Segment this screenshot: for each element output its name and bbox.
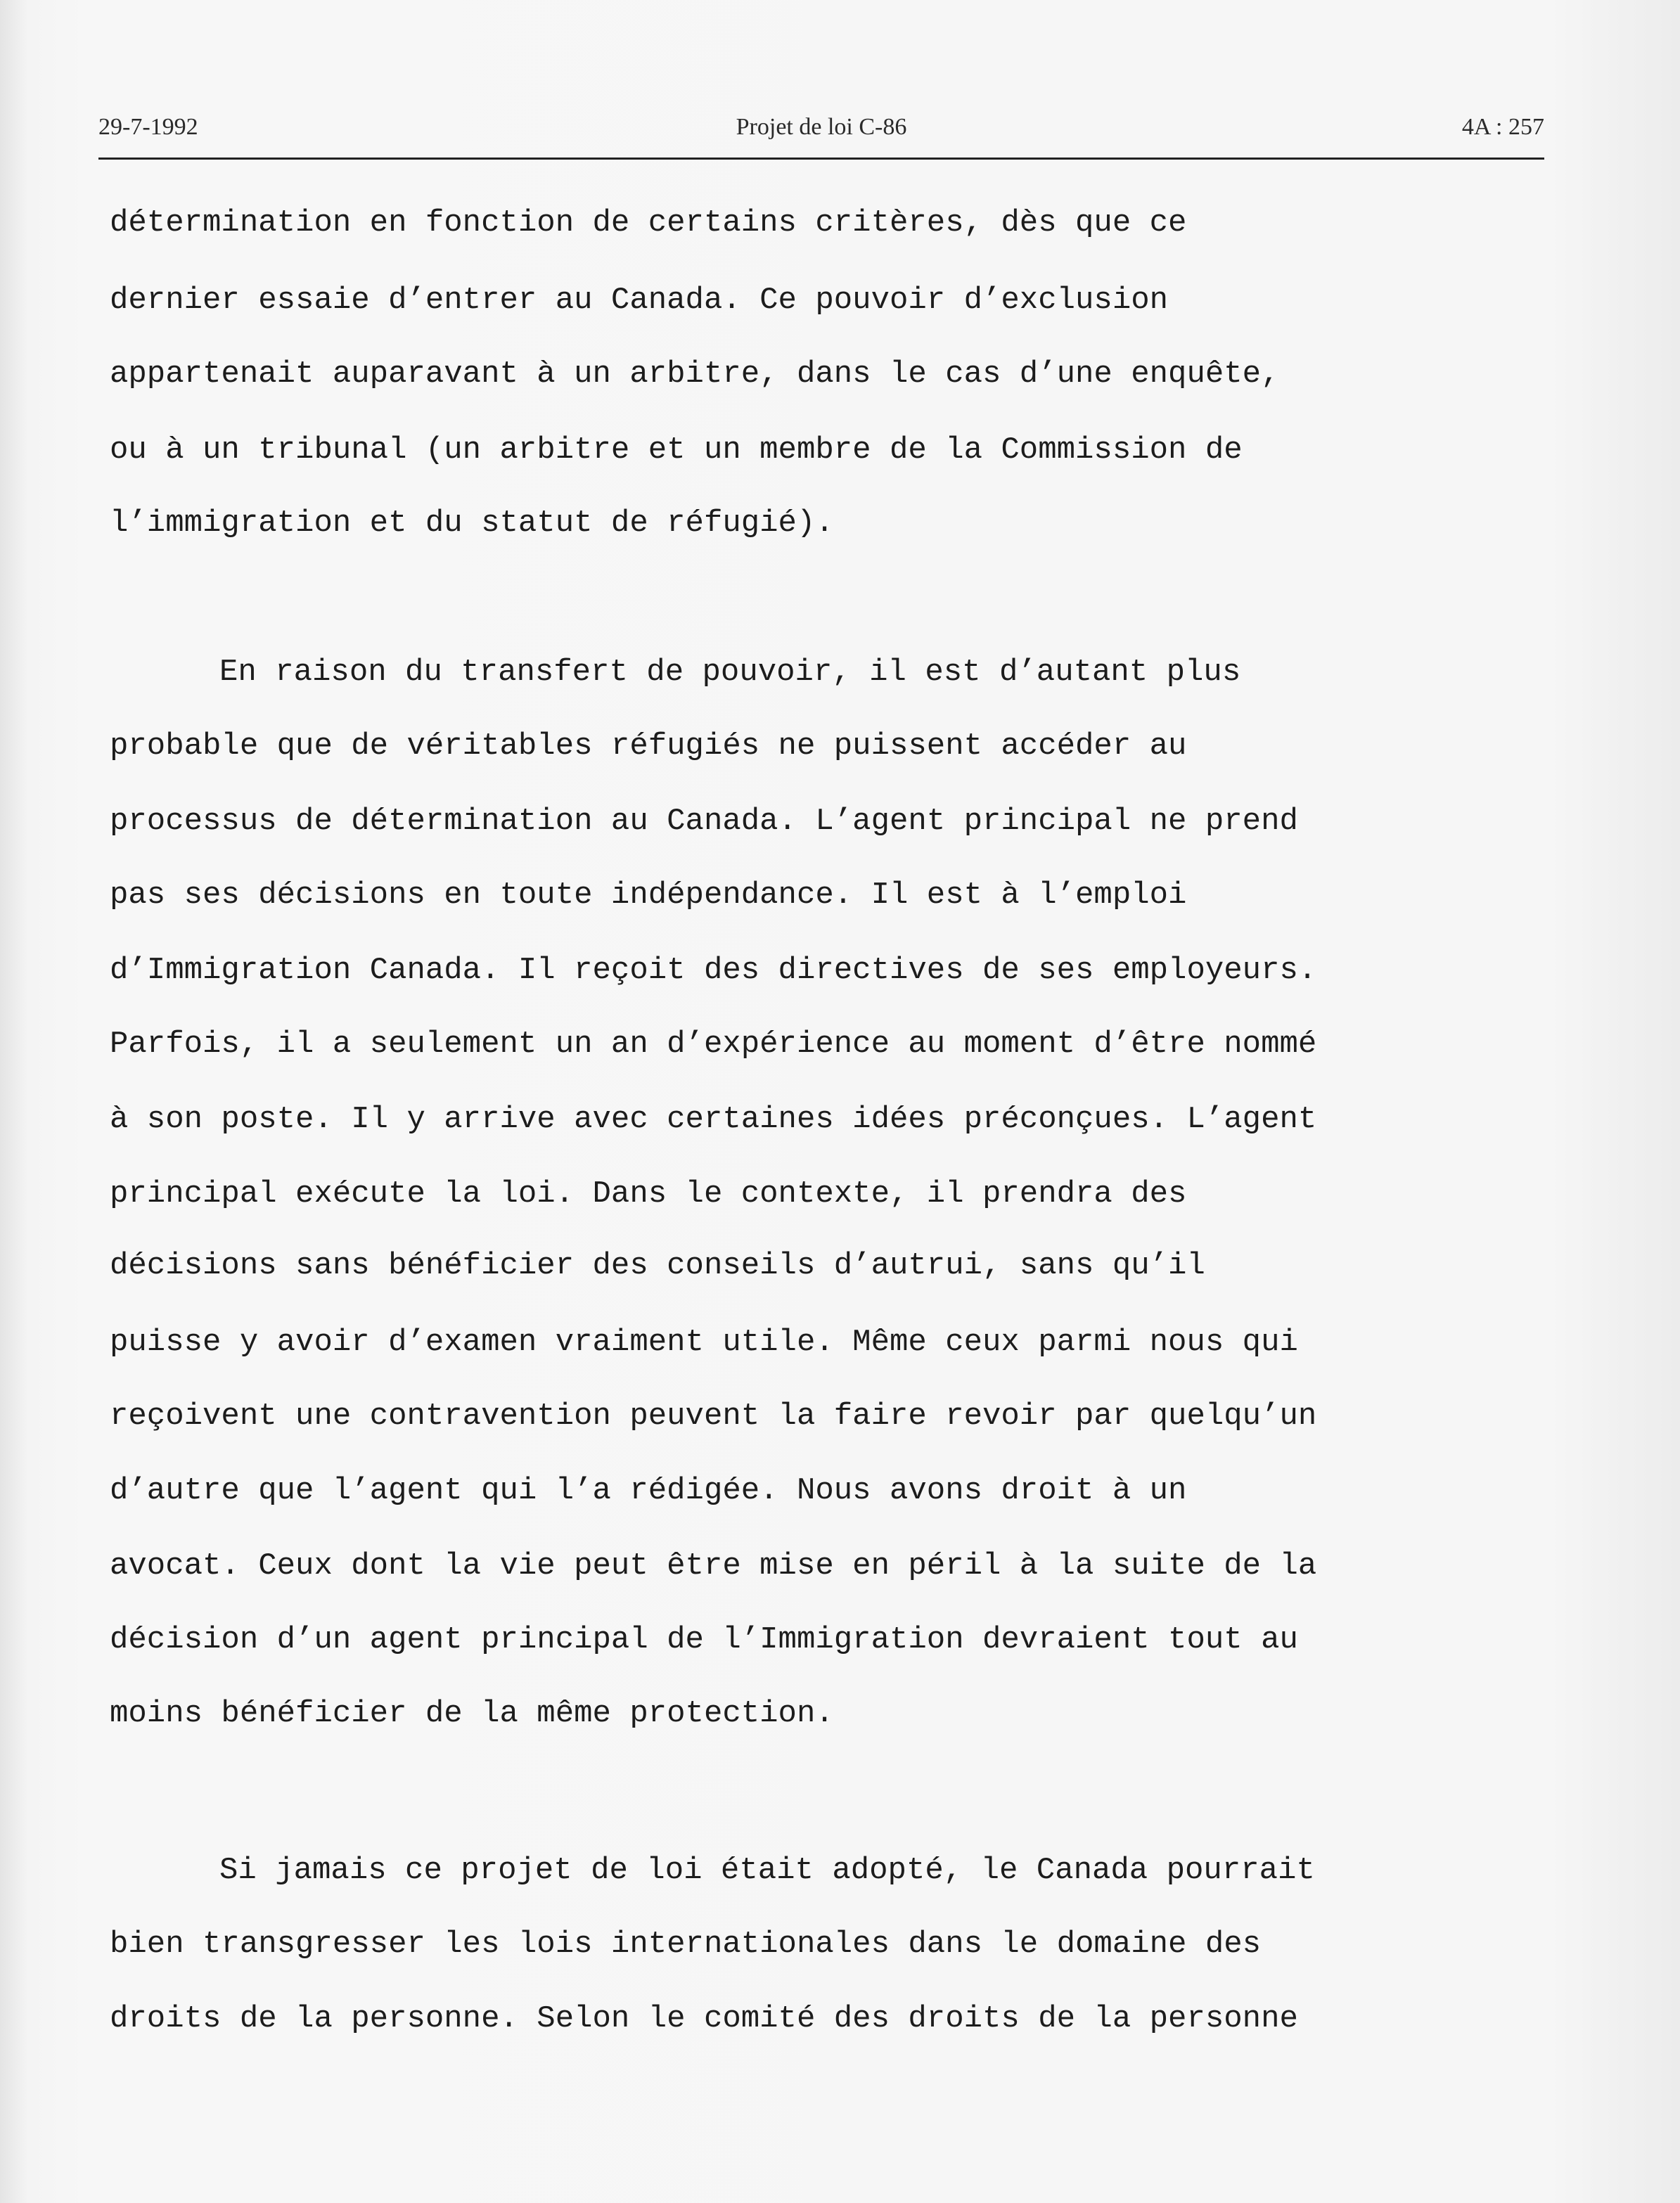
text-line: détermination en fonction de certains critères, dès que ce: [110, 205, 1187, 240]
text-line: appartenait auparavant à un arbitre, dans le cas d’une enquête,: [110, 357, 1280, 392]
header-page-number: 4A : 257: [1461, 114, 1544, 140]
text-line: Parfois, il a seulement un an d’expérience au moment d’être nommé: [110, 1027, 1317, 1062]
text-line: d’Immigration Canada. Il reçoit des directives de ses employeurs.: [110, 953, 1317, 988]
text-line: processus de détermination au Canada. L’agent principal ne prend: [110, 804, 1298, 839]
text-line: reçoivent une contravention peuvent la faire revoir par quelqu’un: [110, 1399, 1317, 1434]
text-line: dernier essaie d’entrer au Canada. Ce pouvoir d’exclusion: [110, 283, 1169, 318]
text-line: Si jamais ce projet de loi était adopté, le Canada pourrait: [219, 1853, 1315, 1888]
text-line: décisions sans bénéficier des conseils d’autrui, sans qu’il: [110, 1248, 1205, 1283]
text-line: ou à un tribunal (un arbitre et un membre de la Commission de: [110, 432, 1243, 468]
text-line: droits de la personne. Selon le comité des droits de la personne: [110, 2001, 1298, 2036]
text-line: avocat. Ceux dont la vie peut être mise en péril à la suite de la: [110, 1548, 1317, 1584]
text-line: d’autre que l’agent qui l’a rédigée. Nous avons droit à un: [110, 1473, 1187, 1508]
text-line: décision d’un agent principal de l’Immigration devraient tout au: [110, 1622, 1298, 1657]
text-line: à son poste. Il y arrive avec certaines idées préconçues. L’agent: [110, 1102, 1317, 1137]
text-line: bien transgresser les lois internationales dans le domaine des: [110, 1927, 1262, 1962]
header-title: Projet de loi C-86: [736, 114, 907, 140]
text-line: pas ses décisions en toute indépendance. Il est à l’emploi: [110, 878, 1187, 913]
text-line: moins bénéficier de la même protection.: [110, 1696, 834, 1731]
text-line: probable que de véritables réfugiés ne puissent accéder au: [110, 728, 1187, 764]
header-date: 29-7-1992: [98, 114, 198, 140]
text-line: En raison du transfert de pouvoir, il est d’autant plus: [219, 655, 1241, 690]
text-line: puisse y avoir d’examen vraiment utile. Même ceux parmi nous qui: [110, 1325, 1298, 1360]
text-line: principal exécute la loi. Dans le contexte, il prendra des: [110, 1176, 1187, 1212]
text-line: l’immigration et du statut de réfugié).: [110, 506, 834, 541]
